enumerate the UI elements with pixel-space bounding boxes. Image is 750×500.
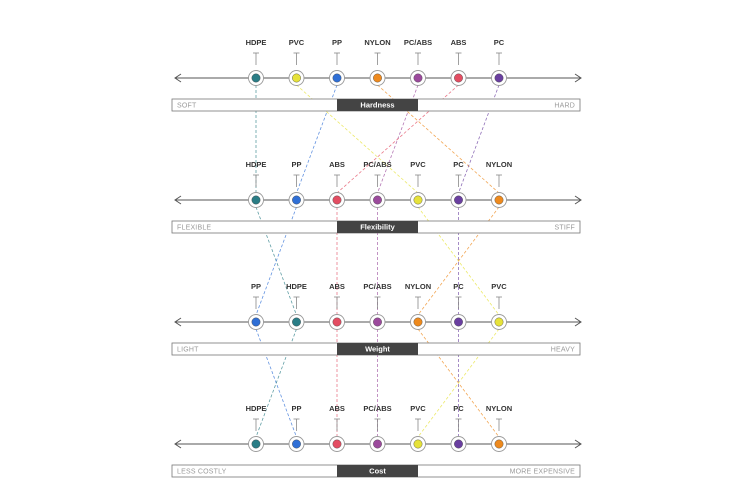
point-abs — [329, 160, 345, 208]
scale-title: Hardness — [360, 100, 395, 110]
scale-bar-cost — [172, 465, 580, 477]
point-pvc — [410, 404, 426, 452]
scale-row-weight — [172, 282, 581, 355]
scale-title: Flexibility — [360, 222, 395, 232]
scale-title: Cost — [369, 466, 386, 476]
point-pc — [451, 282, 466, 330]
point-dot — [373, 318, 381, 326]
material-label: PC/ABS — [363, 282, 392, 291]
scale-low-label: LESS COSTLY — [177, 468, 227, 476]
point-dot — [292, 440, 300, 448]
material-label: PC — [453, 160, 464, 169]
point-dot — [333, 318, 341, 326]
material-label: PP — [291, 404, 302, 413]
scale-bar-flexibility — [172, 221, 580, 233]
point-abs — [329, 404, 345, 452]
point-pc — [451, 404, 466, 452]
material-label: NYLON — [404, 282, 432, 291]
point-dot — [454, 74, 462, 82]
material-label: PP — [291, 160, 302, 169]
point-dot — [252, 196, 260, 204]
point-dot — [373, 74, 381, 82]
point-pp — [330, 38, 345, 86]
point-dot — [333, 74, 341, 82]
material-label: PC/ABS — [363, 160, 392, 169]
point-dot — [252, 318, 260, 326]
scale-bar-hardness — [172, 99, 580, 111]
material-label: HDPE — [245, 404, 267, 413]
point-dot — [414, 318, 422, 326]
point-dot — [292, 74, 300, 82]
material-label: PC — [493, 38, 505, 47]
material-label: NYLON — [485, 160, 513, 169]
point-pp — [289, 160, 304, 208]
scale-row-hardness — [172, 38, 581, 111]
scale-low-label: FLEXIBLE — [177, 224, 212, 232]
point-dot — [292, 318, 300, 326]
material-label: PC — [453, 282, 464, 291]
material-label: HDPE — [245, 160, 267, 169]
material-label: PVC — [491, 282, 507, 291]
point-dot — [333, 196, 341, 204]
point-dot — [252, 74, 260, 82]
material-label: PC — [453, 404, 464, 413]
scale-bar-weight — [172, 343, 580, 355]
point-pvc — [289, 38, 305, 86]
scale-high-label: MORE EXPENSIVE — [509, 468, 575, 476]
point-dot — [495, 440, 503, 448]
point-dot — [414, 440, 422, 448]
point-hdpe — [286, 282, 307, 330]
point-dot — [454, 318, 462, 326]
point-dot — [454, 440, 462, 448]
material-label: ABS — [450, 38, 467, 47]
point-dot — [495, 318, 503, 326]
point-dot — [333, 440, 341, 448]
point-pp — [249, 282, 264, 330]
material-label: HDPE — [245, 38, 267, 47]
scale-high-label: STIFF — [554, 224, 575, 232]
point-pvc — [491, 282, 507, 330]
material-label: HDPE — [286, 282, 307, 291]
material-label: PVC — [288, 38, 305, 47]
point-pp — [289, 404, 304, 452]
point-pvc — [410, 160, 426, 208]
material-label: NYLON — [364, 38, 391, 47]
point-dot — [252, 440, 260, 448]
scale-title: Weight — [365, 344, 390, 354]
scale-rows — [172, 38, 581, 477]
material-label: PP — [250, 282, 262, 291]
point-dot — [373, 196, 381, 204]
point-abs — [329, 282, 345, 330]
scale-low-label: SOFT — [177, 102, 197, 110]
material-label: PC/ABS — [403, 38, 433, 47]
material-label: PP — [331, 38, 343, 47]
point-hdpe — [246, 38, 267, 86]
point-dot — [495, 74, 503, 82]
material-label: ABS — [329, 282, 345, 291]
point-dot — [292, 196, 300, 204]
point-abs — [451, 38, 467, 86]
material-label: ABS — [329, 160, 345, 169]
material-label: NYLON — [485, 404, 513, 413]
point-pc — [492, 38, 507, 86]
point-dot — [414, 196, 422, 204]
point-dot — [373, 440, 381, 448]
connector-lines — [256, 85, 499, 437]
point-dot — [414, 74, 422, 82]
scale-high-label: HARD — [554, 102, 575, 110]
point-hdpe — [246, 404, 267, 452]
point-dot — [495, 196, 503, 204]
scale-low-label: LIGHT — [177, 346, 199, 354]
point-dot — [454, 196, 462, 204]
material-label: PVC — [410, 160, 426, 169]
material-label: PC/ABS — [363, 404, 392, 413]
point-hdpe — [246, 160, 267, 208]
point-pc — [451, 160, 466, 208]
material-label: PVC — [410, 404, 426, 413]
scale-row-flexibility — [172, 160, 581, 233]
scale-row-cost — [172, 404, 581, 477]
scale-high-label: HEAVY — [550, 346, 575, 354]
material-label: ABS — [329, 404, 345, 413]
